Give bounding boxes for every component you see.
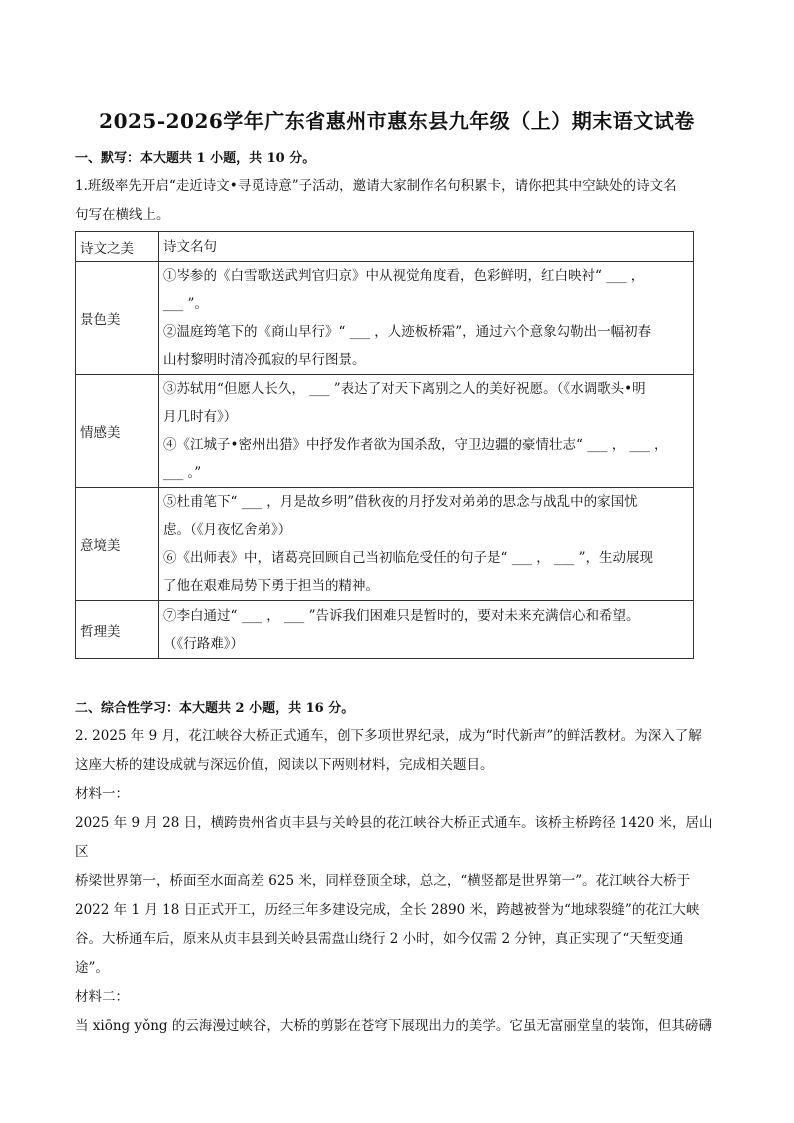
content-line: 了他在艰难局势下勇于担当的精神。 <box>163 578 379 594</box>
row-category: 意境美 <box>76 488 159 601</box>
material-1-label: 材料一： <box>75 786 129 802</box>
content-line: ___ ”。 <box>163 296 208 312</box>
question-2-line: 这座大桥的建设成就与深远价值，阅读以下两则材料，完成相关题目。 <box>75 757 494 773</box>
content-line: 虑。（《月夜忆舍弟》） <box>163 522 292 538</box>
table-row <box>76 488 694 601</box>
question-2-stem <box>75 722 721 1041</box>
material-1-line: 桥梁世界第一，桥面至水面高差 625 米，同样登顶全球，总之，“横竖都是世界第一”。花江峡谷大桥于 <box>75 873 691 889</box>
row-content <box>159 375 694 488</box>
table-row <box>76 262 694 375</box>
material-1-line: 2022 年 1 月 18 日正式开工，历经三年多建设完成，全长 2890 米，跨越被誉为“地球裂缝”的花江大峡 <box>75 902 700 918</box>
content-line: ③苏轼用“但愿人长久， ___ ”表达了对天下离别之人的美好祝愿。（《水调歌头•明 <box>163 381 646 397</box>
content-line: ④《江城子•密州出猎》中抒发作者欲为国杀敌，守卫边疆的豪情壮志“ ___ ， ___ ， <box>163 437 668 453</box>
material-1-line: 途”。 <box>75 960 109 976</box>
section-2-heading: 二、综合性学习：本大题共 2 小题，共 16 分。 <box>75 701 355 716</box>
row-category: 情感美 <box>76 375 159 488</box>
content-line: 山村黎明时清冷孤寂的早行图景。 <box>163 352 366 368</box>
document-title: 2025-2026学年广东省惠州市惠东县九年级（上）期末语文试卷 <box>99 109 695 133</box>
content-line: （《行路难》） <box>163 635 244 652</box>
content-line: ⑥《出师表》中，诸葛亮回顾自己当初临危受任的句子是“ ___ ， ___ ”，生动展现 <box>163 550 653 566</box>
content-line: ⑤杜甫笔下“ ___ ，月是故乡明”借秋夜的月抒发对弟弟的思念与战乱中的家国忧 <box>163 494 638 510</box>
row-content <box>159 601 694 659</box>
question-2-line: 2. 2025 年 9 月，花江峡谷大桥正式通车，创下多项世界纪录，成为“时代新声”的鲜活教材。为深入了解 <box>75 728 702 744</box>
table-row <box>76 601 694 659</box>
table-row <box>76 375 694 488</box>
table-header-row <box>76 232 694 262</box>
row-category: 哲理美 <box>76 601 159 659</box>
row-content <box>159 262 694 375</box>
material-2-label: 材料二： <box>75 989 129 1005</box>
material-1-line: 2025 年 9 月 28 日，横跨贵州省贞丰县与关岭县的花江峡谷大桥正式通车。该桥主桥跨径 1420 米，居山区 <box>75 815 713 860</box>
question-1-line: 句写在横线上。 <box>75 207 170 223</box>
row-content <box>159 488 694 601</box>
poetry-table <box>75 231 694 659</box>
section-1-heading: 一、默写：本大题共 1 小题，共 10 分。 <box>75 151 316 166</box>
table-header-cell: 诗文名句 <box>159 232 694 262</box>
row-category: 景色美 <box>76 262 159 375</box>
content-line: ___ 。” <box>163 465 202 481</box>
question-1-line: 1.班级率先开启“走近诗文•寻觅诗意”子活动，邀请大家制作名句积累卡，请你把其中空缺处的诗文名 <box>75 178 677 194</box>
content-line: ⑦李白通过“ ___ ， ___ ”告诉我们困难只是暂时的，要对未来充满信心和希望。 <box>163 607 640 624</box>
content-line: 月几时有》） <box>163 409 238 425</box>
material-1-line: 谷。大桥通车后，原来从贞丰县到关岭县需盘山绕行 2 小时，如今仅需 2 分钟，真正实现了“天堑变通 <box>75 931 684 947</box>
table-header-cell: 诗文之美 <box>76 232 159 262</box>
material-2-line: 当 xiōng yǒng 的云海漫过峡谷，大桥的剪影在苍穹下展现出力的美学。它虽无富丽堂皇的装饰，但其磅礴 <box>75 1018 712 1034</box>
question-1-stem <box>75 172 721 230</box>
content-line: ①岑参的《白雪歌送武判官归京》中从视觉角度看，色彩鲜明，红白映衬“ ___ ， <box>163 268 645 284</box>
content-line: ②温庭筠笔下的《商山早行》“ ___ ，人迹板桥霜”，通过六个意象勾勒出一幅初春 <box>163 324 652 340</box>
